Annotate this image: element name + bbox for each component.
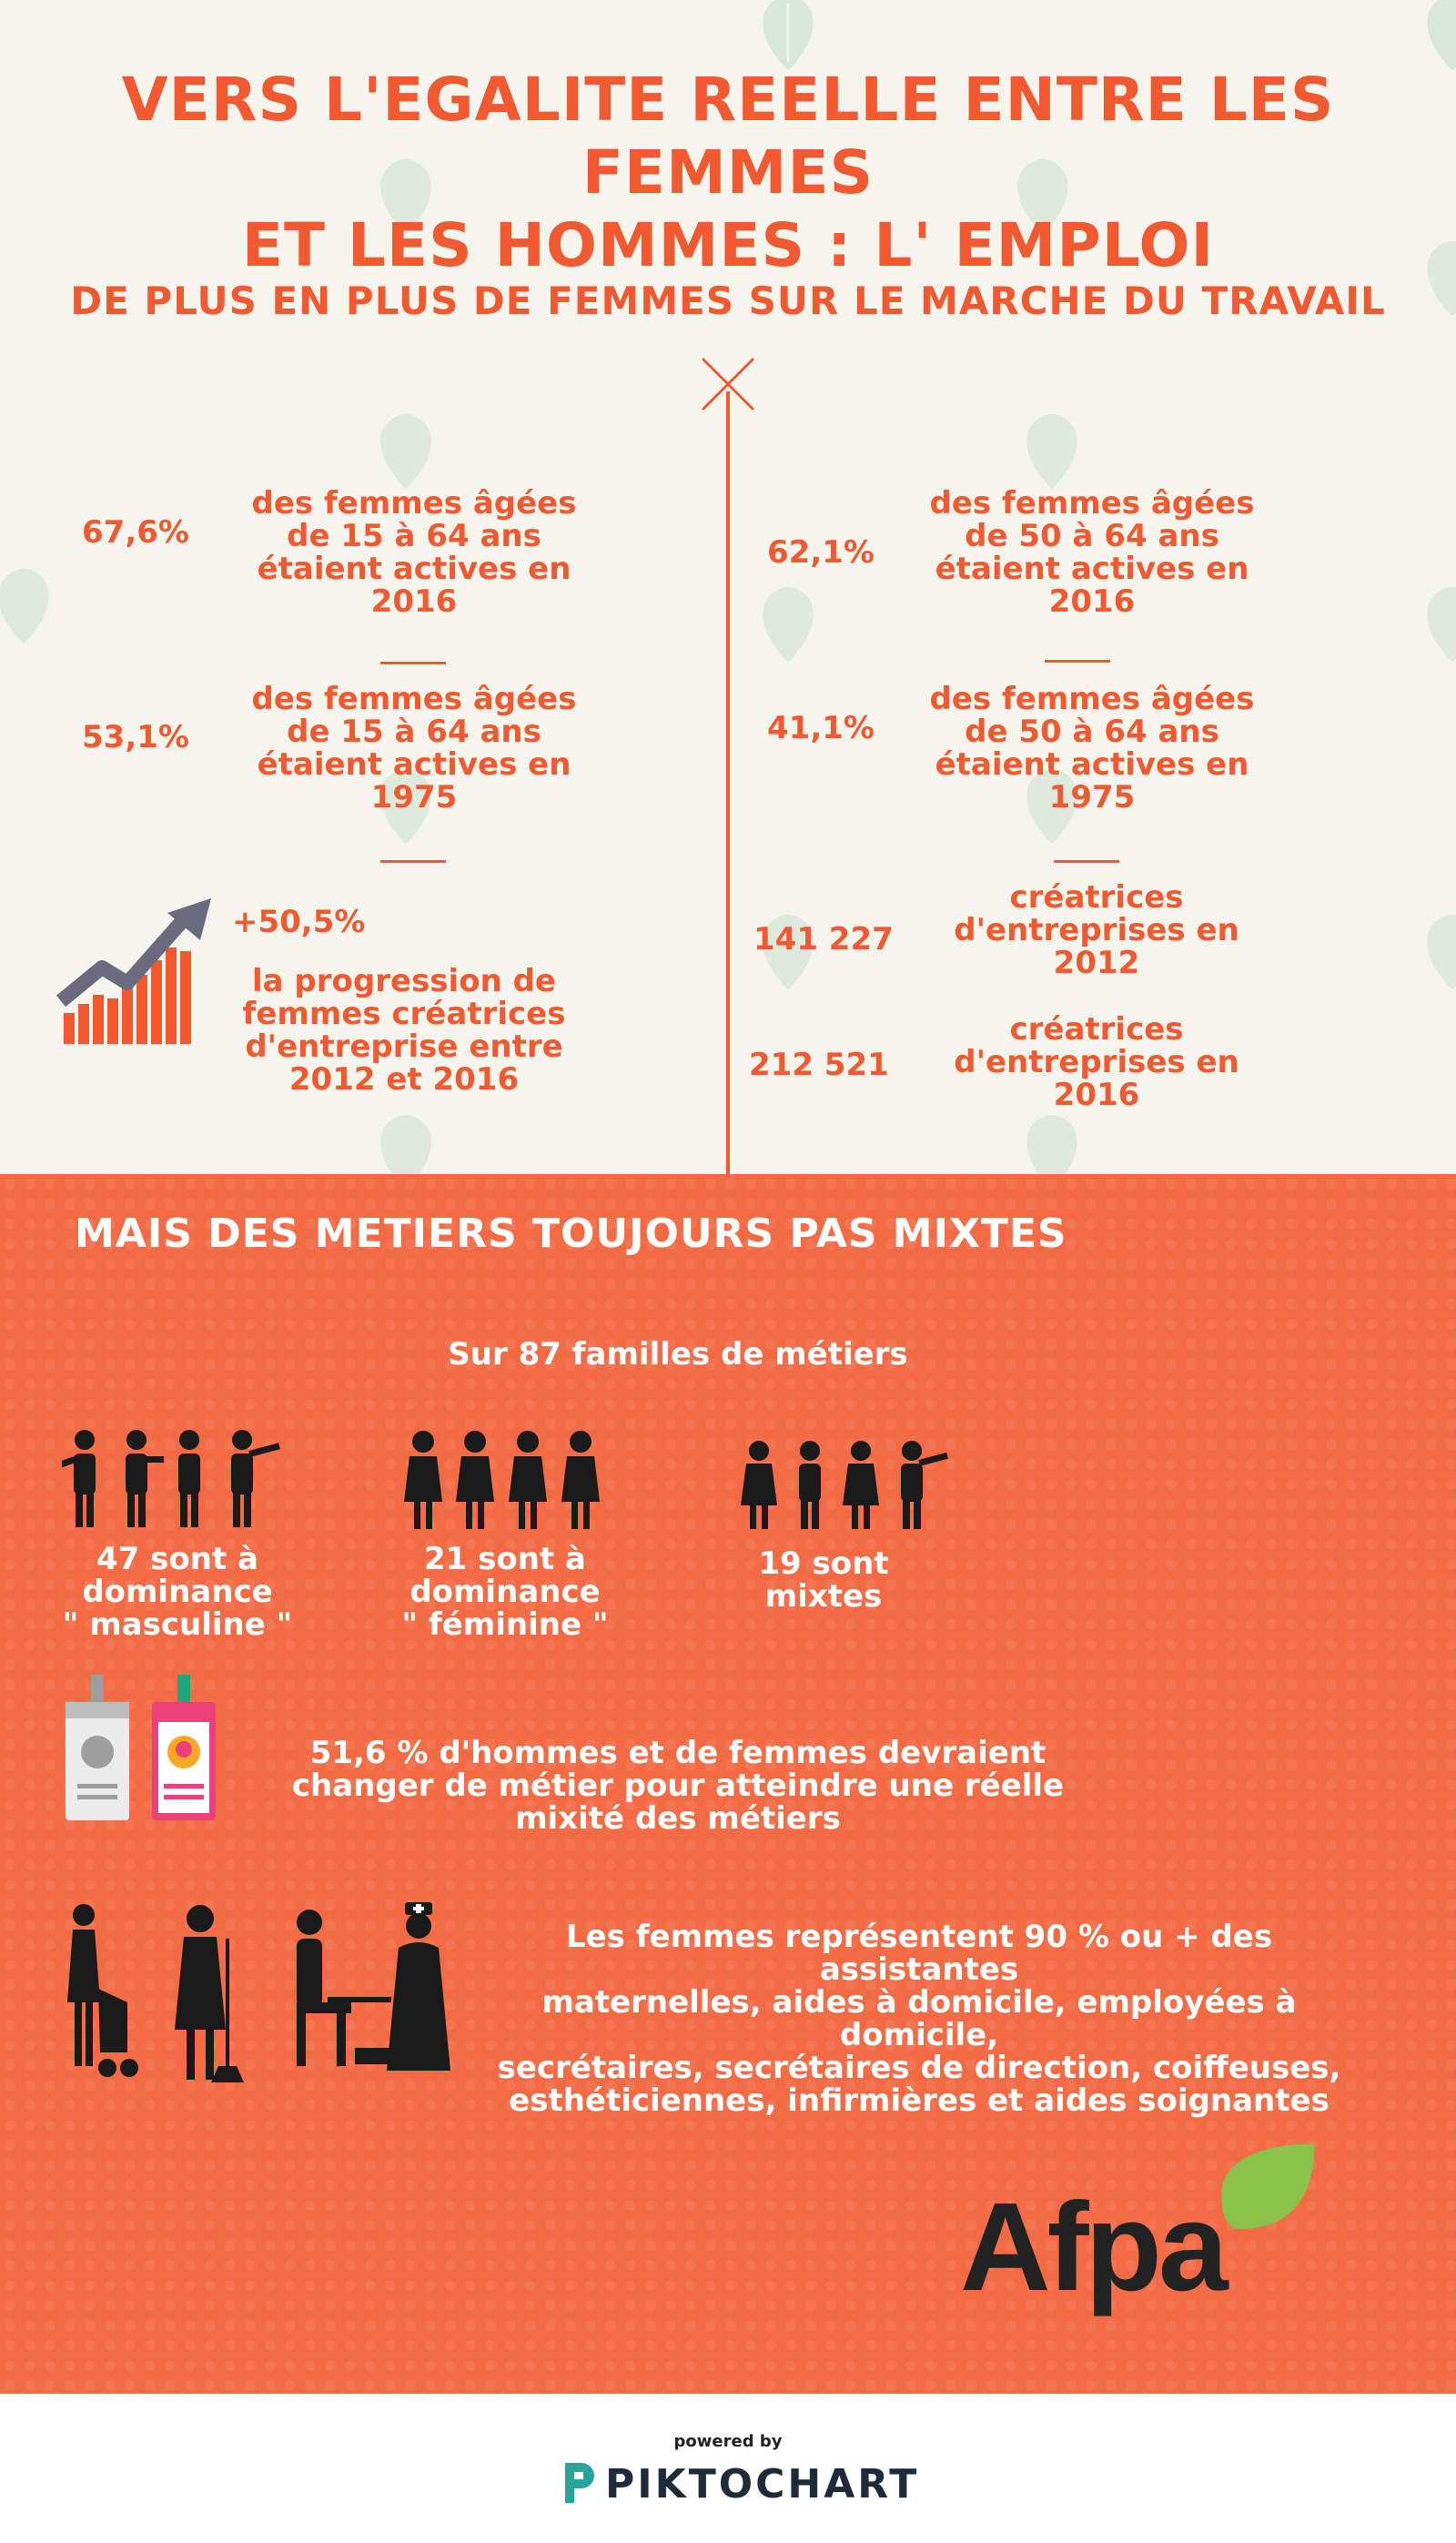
footer [0,2394,1456,2543]
text-line: mixité des métiers [515,1800,841,1837]
leaf-icon [1410,910,1456,994]
text-line: secrétaires, secrétaires de direction, coiffeuses, [497,2050,1341,2086]
label-line: " féminine " [401,1606,609,1643]
section1-title: DE PLUS EN PLUS DE FEMMES SUR LE MARCHE DU TRAVAIL [70,279,1386,323]
mixed-group-icon [739,1440,953,1531]
change-job-text [282,1737,1074,1835]
stat-value: 212 521 [749,1047,889,1083]
women-jobs-text [464,1920,1374,2117]
label-line: 21 sont à [424,1541,586,1577]
men-group-icon [62,1429,289,1529]
text-line: changer de métier pour atteindre une réelle [291,1768,1065,1804]
stat-value: 41,1% [767,710,875,746]
leaf-icon [1010,1110,1094,1174]
separator [1045,660,1110,663]
page-title-line2: ET LES HOMMES : L' EMPLOI [241,210,1215,280]
men-dominance-label [55,1543,300,1641]
section2-intro: Sur 87 familles de métiers [448,1336,908,1373]
text-line: esthéticiennes, infirmières et aides soignantes [509,2082,1330,2119]
leaf-icon [1010,410,1094,493]
label-line: " masculine " [62,1606,293,1643]
stat-description: des femmes âgées de 50 à 64 ans étaient actives en 2016 [929,485,1255,620]
women-group-icon [400,1431,619,1531]
bottom-section [0,1174,1456,2394]
stat-value: 141 227 [753,921,894,957]
text-line: Les femmes représentent 90 % ou + des assistantes [565,1919,1273,1988]
leaf-icon [0,564,66,648]
page-title-line1: VERS L'EGALITE REELLE ENTRE LES FEMMES [121,65,1335,208]
separator [380,860,446,863]
stat-description: créatrices d'entreprises en 2016 [954,1011,1239,1113]
top-section [0,0,1456,1174]
mixed-label [701,1547,946,1613]
afpa-logo: Afpa [960,2177,1225,2317]
center-divider [726,391,730,1174]
stat-description: des femmes âgées de 50 à 64 ans étaient actives en 1975 [929,681,1255,816]
separator [380,662,446,664]
growth-chart-icon [56,897,216,1047]
stat-description: des femmes âgées de 15 à 64 ans étaient actives en 2016 [251,485,577,620]
leaf-icon [1410,583,1456,666]
leaf-icon [746,583,830,666]
section2-title: MAIS DES METIERS TOUJOURS PAS MIXTES [75,1211,1067,1257]
text-line: 51,6 % d'hommes et de femmes devraient [309,1735,1046,1771]
piktochart-brand[interactable]: PIKTOCHART [605,2461,920,2508]
leaf-icon [364,410,448,493]
separator [1054,860,1119,863]
label-line: dominance [410,1574,601,1610]
label-line: 19 sont [758,1545,889,1582]
stat-description: créatrices d'entreprises en 2012 [954,879,1239,981]
label-line: dominance [82,1574,273,1610]
leaf-icon [364,1110,448,1174]
stat-value: 53,1% [82,719,189,755]
women-dominance-label [382,1543,628,1641]
professions-icon [64,1902,455,2084]
stat-value: +50,5% [232,904,366,940]
stat-value: 67,6% [82,514,189,551]
text-line: maternelles, aides à domicile, employées à domicile, [541,1984,1297,2053]
badges-icon [64,1675,228,1825]
stat-value: 62,1% [767,534,875,571]
page-title [0,64,1456,282]
piktochart-logo-icon [560,2459,596,2507]
afpa-leaf-icon [1219,2139,1320,2239]
label-line: mixtes [764,1578,883,1615]
powered-by-label: powered by [673,2432,783,2451]
label-line: 47 sont à [96,1541,258,1577]
stat-description: des femmes âgées de 15 à 64 ans étaient actives en 1975 [251,681,577,816]
stat-description: la progression de femmes créatrices d'entreprise entre 2012 et 2016 [242,963,566,1098]
